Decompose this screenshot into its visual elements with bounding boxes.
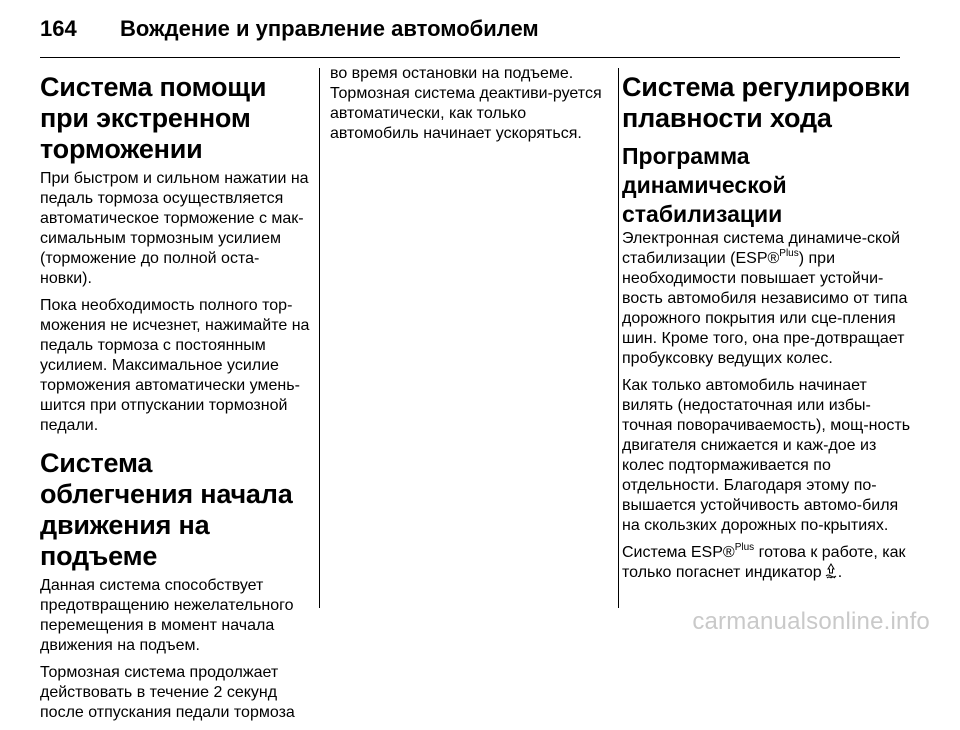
paragraph <box>622 543 914 585</box>
paragraph: Пока необходимость полного тор-можения не исчезнет, нажимайте на педаль тормоза с постоянным усилием. Максимальное усилие торможения автоматически умень-шится при отпускании тормозной педали. <box>40 297 310 434</box>
section-heading-brake-assist: Система помощи при экстренном торможении <box>40 72 267 164</box>
column-divider <box>618 68 619 608</box>
superscript-plus: Plus <box>779 248 799 259</box>
subsection-heading-esp: Программа динамической стабилизации <box>622 143 787 227</box>
header-rule <box>40 57 900 58</box>
paragraph: Тормозная система продолжает действовать в течение 2 секунд после отпускания педали тормоза <box>40 664 295 721</box>
text-run: ) при необходимости повышает устойчи-вость автомобиля независимо от типа дорожного покрытия или сце-пления шин. Кроме того, она пре-дотвращает пробуксовку ведущих колес. <box>622 250 908 367</box>
section-heading-hill-start-assist: Система облегчения начала движения на подъеме <box>40 448 293 571</box>
column-divider <box>319 68 320 608</box>
paragraph: Данная система способствует предотвращению нежелательного перемещения в момент начала движения на подъем. <box>40 577 294 654</box>
chapter-title: Вождение и управление автомобилем <box>120 16 539 41</box>
section-heading-ride-control: Система регулировки плавности хода <box>622 72 911 133</box>
watermark: carmanualsonline.info <box>692 608 930 635</box>
column-left <box>40 64 310 730</box>
column-middle <box>330 64 604 151</box>
text-run: готова к работе, как только погаснет индикатор <box>622 544 906 581</box>
esp-indicator-icon <box>824 563 838 585</box>
page-number: 164 <box>40 16 77 41</box>
column-right <box>622 64 914 592</box>
paragraph: Как только автомобиль начинает вилять (недостаточная или избы-точная поворачиваемость), мощ-ность двигателя снижается и каж-дое из колес подтормаживается по отдельности. Благодаря этому по-вышается устойчивость автомо-биля на скользких дорожных по-крытиях. <box>622 377 911 534</box>
paragraph: во время остановки на подъеме. Тормозная система деактиви-руется автоматически, как только автомобиль начинает ускоряться. <box>330 65 602 142</box>
text-run: . <box>837 564 843 581</box>
text-run: Электронная система динамиче-ской стабилизации (ESP® <box>622 230 901 267</box>
paragraph <box>622 229 914 369</box>
text-run: Система ESP® <box>622 544 735 561</box>
superscript-plus: Plus <box>734 542 755 553</box>
page-header <box>40 12 900 52</box>
paragraph: При быстром и сильном нажатии на педаль тормоза осуществляется автоматическое торможение с мак-симальным тормозным усилием (торможение до полной оста-новки). <box>40 170 309 287</box>
